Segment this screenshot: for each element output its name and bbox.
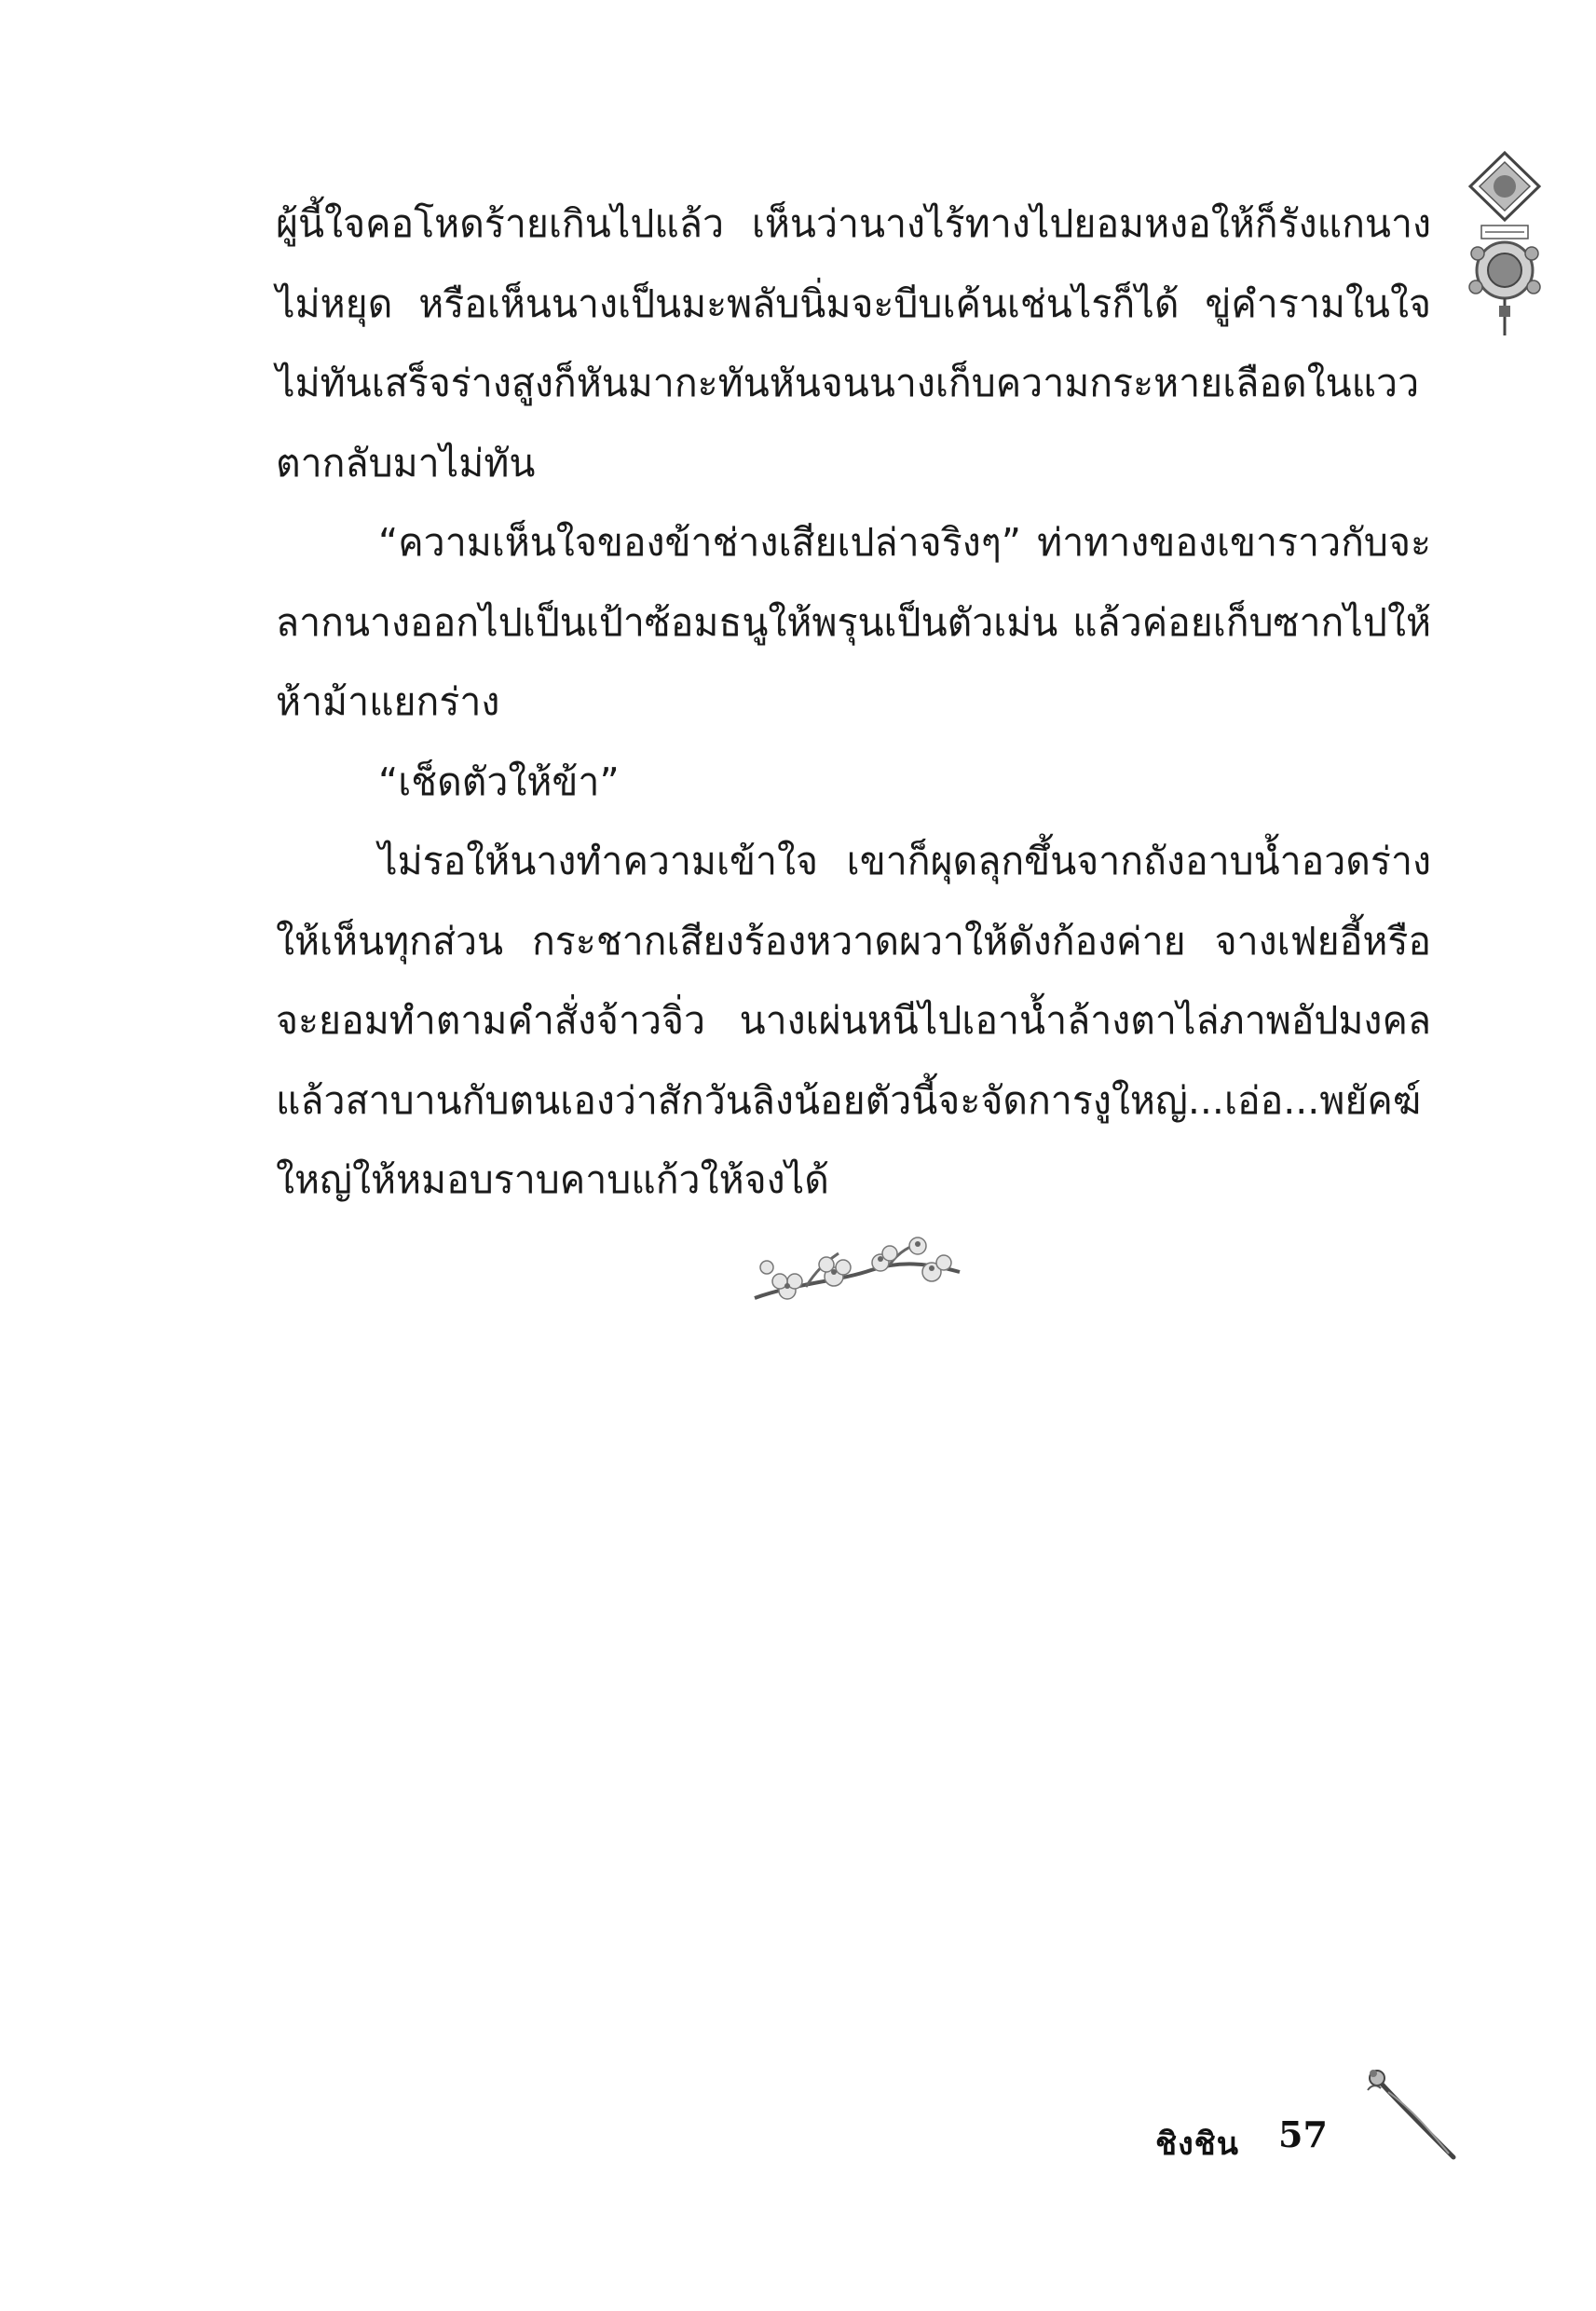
body-text xyxy=(276,185,1431,1221)
paragraph-1: ผู้นี้ใจคอโหดร้ายเกินไปแล้ว เห็นว่านางไร้ทางไปยอมหงอให้ก็รังแกนางไม่หยุด หรือเห็นนางเป็นมะพลับนิ่มจะบีบเค้นเช่นไรก็ได้ ขู่คำรามในใจไม่ทันเสร็จร่างสูงก็หันมากะทันหันจนนางเก็บความกระหายเลือดในแววตากลับมาไม่ทัน xyxy=(276,201,1431,485)
plum-blossom-branch-icon xyxy=(750,1225,964,1314)
page-number: 57 xyxy=(1278,2113,1328,2155)
paragraph-4: ไม่รอให้นางทำความเข้าใจ เขาก็ผุดลุกขึ้นจากถังอาบน้ำอวดร่างให้เห็นทุกส่วน กระชากเสียงร้องหวาดผวาให้ดังก้องค่าย จางเฟยอี้หรือจะยอมทำตามคำสั่งจ้าวจิ่ว นางเผ่นหนีไปเอาน้ำล้างตาไล่ภาพอัปมงคลแล้วสาบานกับตนเองว่าสักวันลิงน้อยตัวนี้จะจัดการงูใหญ่...เอ่อ...พยัคฆ์ใหญ่ให้หมอบราบคาบแก้วให้จงได้ xyxy=(276,839,1431,1202)
flower-sprig-icon xyxy=(1360,2064,1463,2167)
paragraph-2: “ความเห็นใจของข้าช่างเสียเปล่าจริงๆ” ท่าทางของเขาราวกับจะลากนางออกไปเป็นเป้าซ้อมธนูให้พรุนเป็นตัวเม่น แล้วค่อยเก็บซากไปให้ห้าม้าแยกร่าง xyxy=(276,520,1431,724)
book-title: ชิงชิน xyxy=(1155,2126,1239,2163)
paragraph-3: “เช็ดตัวให้ข้า” xyxy=(378,759,620,804)
chinese-knot-ornament-icon xyxy=(1463,149,1547,340)
